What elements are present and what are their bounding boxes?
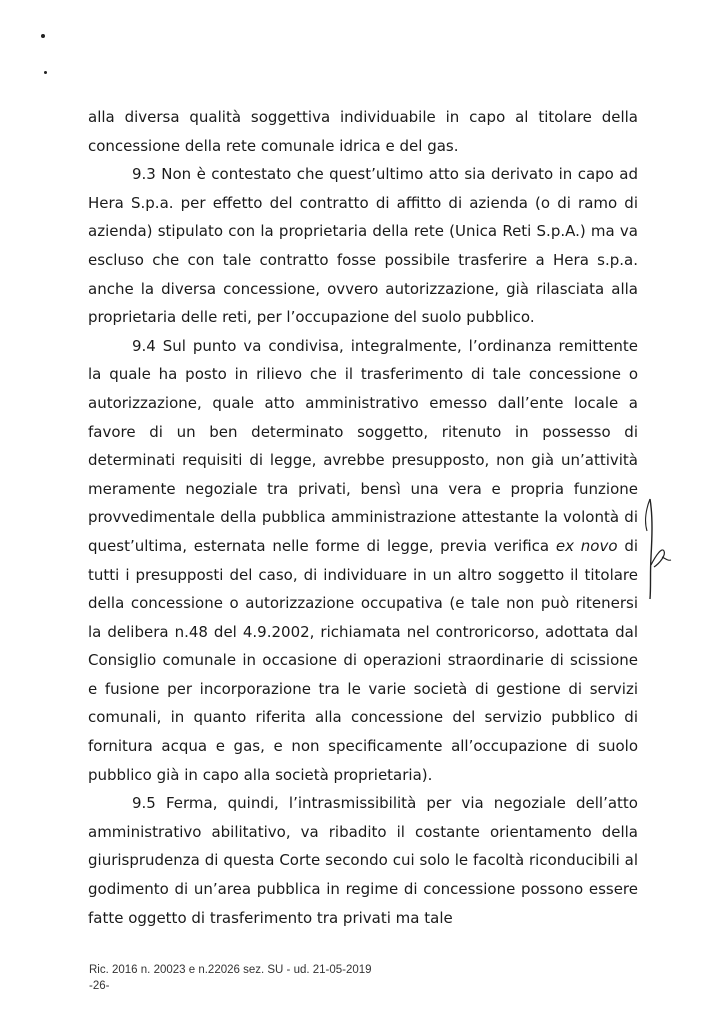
italic-text: ex novo (555, 536, 618, 555)
paragraph (88, 103, 638, 160)
paragraph-text: 9.3 Non è contestato che quest’ultimo atto sia derivato in capo ad Hera S.p.a. per effetto del contratto di affitto di azienda (o di ramo di azienda) stipulato con la proprietaria della rete (Unica Reti S.p.A.) ma va escluso che con tale contratto fosse possibile trasferire a Hera s.p.a. anche la diversa concessione, ovvero autorizzazione, già rilasciata alla proprietaria delle reti, per l’occupazione del suolo pubblico. (88, 165, 638, 327)
paragraph (88, 160, 638, 332)
paragraph-text: 9.5 Ferma, quindi, l’intrasmissibilità per via negoziale dell’atto amministrativo abilitativo, va ribadito il costante orientamento della giurisprudenza di questa Corte secondo cui solo le facoltà riconducibili al godimento di un’area pubblica in regime di concessione possono essere fatte oggetto di trasferimento tra privati ma tale (88, 794, 638, 927)
signature-mark (638, 495, 680, 605)
paragraph-text: 9.4 Sul punto va condivisa, integralmente, l’ordinanza remittente la quale ha posto in rilievo che il trasferimento di tale concessione o autorizzazione, quale atto amministrativo emesso dall’ente locale a favore di un ben determinato soggetto, ritenuto in possesso di determinati requisiti di legge, avrebbe presupposto, non già un’attività meramente negoziale tra privati, bensì una vera e propria funzione provvedimentale della pubblica amministrazione attestante la volontà di quest’ultima, esternata nelle forme di legge, previa verifica (88, 336, 638, 555)
case-reference: Ric. 2016 n. 20023 e n.22026 sez. SU - ud. 21-05-2019 (89, 964, 372, 976)
paragraph-text: di tutti i presupposti del caso, di individuare in un altro soggetto il titolare della concessione o autorizzazione occupativa (e tale non può ritenersi la delibera n.48 del 4.9.2002, richiamata nel controricorso, adottata dal Consiglio comunale in occasione di operazioni straordinarie di scissione e fusione per incorporazione tra le varie società di gestione di servizi comunali, in quanto riferita alla concessione del servizio pubblico di fornitura acqua e gas, e non specificamente all’occupazione di suolo pubblico già in capo alla società proprietaria). (88, 536, 639, 784)
paragraph (88, 789, 638, 932)
scan-dot-mark (44, 71, 47, 74)
scan-dot-mark (41, 34, 45, 38)
paragraph-text: alla diversa qualità soggettiva individuabile in capo al titolare della concessione della rete comunale idrica e del gas. (88, 108, 638, 155)
document-body (88, 103, 638, 932)
page-number: -26- (89, 980, 110, 992)
page-footer (89, 962, 372, 994)
paragraph (88, 332, 638, 790)
